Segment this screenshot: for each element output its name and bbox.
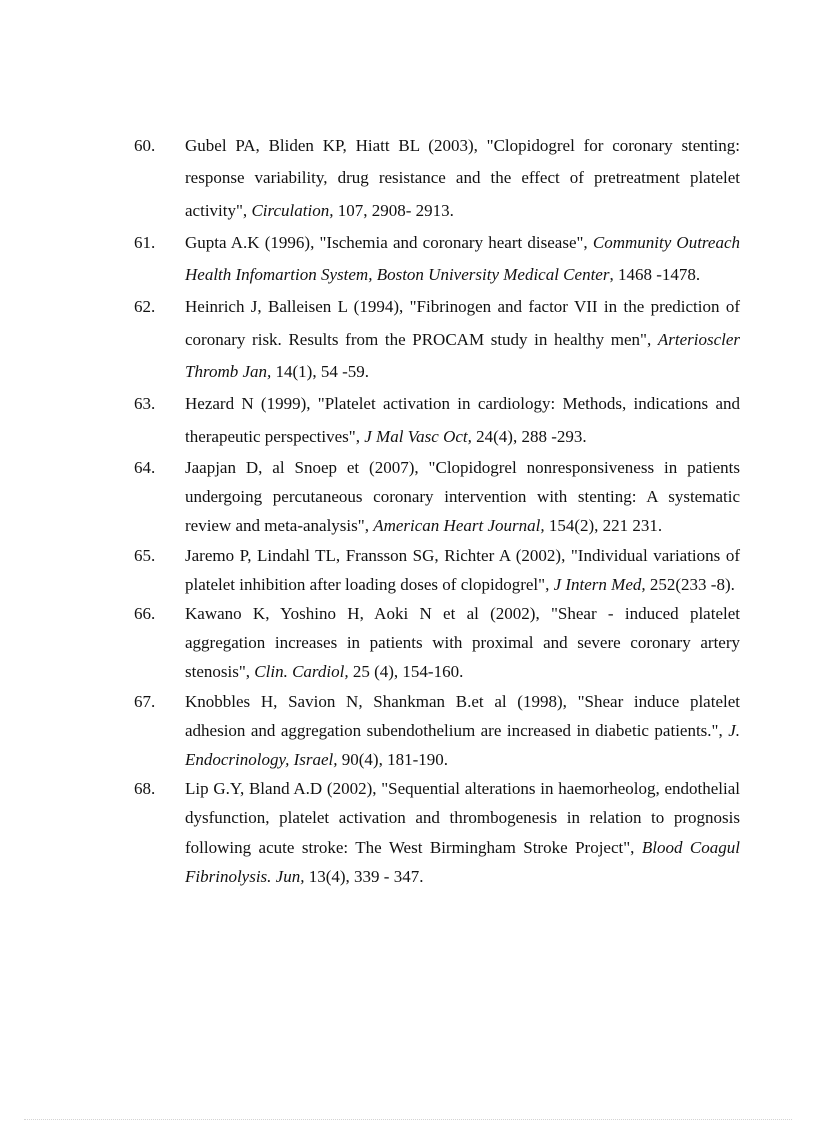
reference-segment: Lip G.Y, Bland A.D (2002), "Sequential alterations in haemorheolog, endothelial dysfunction, platelet activation and thrombogenesis in relation to prognosis following acute stroke: The West Birmingham Stroke Project", (185, 779, 740, 857)
reference-number: 60. (134, 136, 156, 155)
reference-item (134, 388, 740, 453)
reference-journal: Community Outreach Health Infomartion System, Boston University Medical Center (185, 232, 740, 285)
reference-journal: J Mal Vasc Oct, (364, 426, 472, 446)
reference-text (185, 541, 740, 599)
reference-text (185, 130, 740, 227)
reference-item (134, 599, 740, 687)
reference-item (134, 130, 740, 227)
reference-item (134, 291, 740, 388)
reference-text (185, 774, 740, 891)
reference-item (134, 541, 740, 599)
reference-segment: , 1468 -1478. (609, 265, 701, 285)
reference-number: 61. (134, 232, 156, 252)
reference-number: 64. (134, 457, 156, 477)
reference-text (185, 599, 740, 687)
reference-list (134, 130, 740, 891)
reference-journal: J. Endocrinology, Israel, (185, 720, 740, 769)
reference-number: 63. (134, 394, 156, 414)
reference-number: 66. (134, 603, 156, 623)
reference-segment: 107, 2908- 2913. (333, 200, 454, 220)
reference-segment: Hezard N (1999), "Platelet activation in cardiology: Methods, indications and therapeutic perspectives", (185, 394, 740, 446)
reference-journal: Circulation, (251, 200, 334, 220)
reference-text (185, 227, 740, 292)
reference-journal: American Heart Journal, (373, 516, 545, 536)
reference-journal: Clin. Cardiol, (254, 662, 349, 682)
reference-segment: Jaapjan D, al Snoep et (2007), "Clopidogrel nonresponsiveness in patients undergoing percutaneous coronary intervention with stenting: A systematic review and meta-analysis", (185, 457, 740, 536)
reference-segment: Kawano K, Yoshino H, Aoki N et al (2002), "Shear - induced platelet aggregation increases in patients with proximal and severe coronary artery stenosis", (185, 603, 740, 682)
reference-segment: Jaremo P, Lindahl TL, Fransson SG, Richter A (2002), "Individual variations of platelet inhibition after loading doses of clopidogrel", (185, 545, 740, 594)
reference-item (134, 453, 740, 541)
reference-segment: 90(4), 181-190. (337, 750, 448, 769)
reference-journal: Blood Coagul Fibrinolysis. Jun, (185, 837, 740, 886)
reference-segment: 252(233 -8). (645, 574, 735, 594)
reference-segment: 13(4), 339 - 347. (304, 866, 424, 886)
reference-segment: 154(2), 221 231. (544, 516, 663, 536)
reference-item (134, 227, 740, 292)
reference-text (185, 687, 740, 775)
reference-text (185, 388, 740, 453)
reference-number: 68. (134, 779, 156, 799)
reference-segment: Gupta A.K (1996), "Ischemia and coronary heart disease", (185, 232, 593, 252)
reference-text (185, 453, 740, 541)
reference-journal: Arterioscler Thromb Jan, (185, 329, 740, 382)
reference-text (185, 291, 740, 388)
reference-number: 67. (134, 691, 156, 711)
reference-segment: 25 (4), 154-160. (348, 662, 464, 682)
page-bottom-divider (24, 1119, 792, 1120)
reference-item (134, 774, 740, 891)
reference-segment: 24(4), 288 -293. (471, 426, 587, 446)
reference-segment: 14(1), 54 -59. (271, 362, 369, 382)
reference-segment: Heinrich J, Balleisen L (1994), "Fibrinogen and factor VII in the prediction of coronary risk. Results from the PROCAM study in healthy men", (185, 297, 740, 349)
reference-item (134, 687, 740, 775)
reference-segment: Knobbles H, Savion N, Shankman B.et al (1998), "Shear induce platelet adhesion and aggregation subendothelium are increased in diabetic patients.", (185, 691, 740, 740)
reference-journal: J Intern Med, (553, 574, 646, 594)
reference-number: 62. (134, 297, 156, 317)
reference-number: 65. (134, 545, 156, 565)
reference-segment: Gubel PA, Bliden KP, Hiatt BL (2003), "Clopidogrel for coronary stenting: response variability, drug resistance and the effect of pretreatment platelet activity", (185, 136, 740, 220)
